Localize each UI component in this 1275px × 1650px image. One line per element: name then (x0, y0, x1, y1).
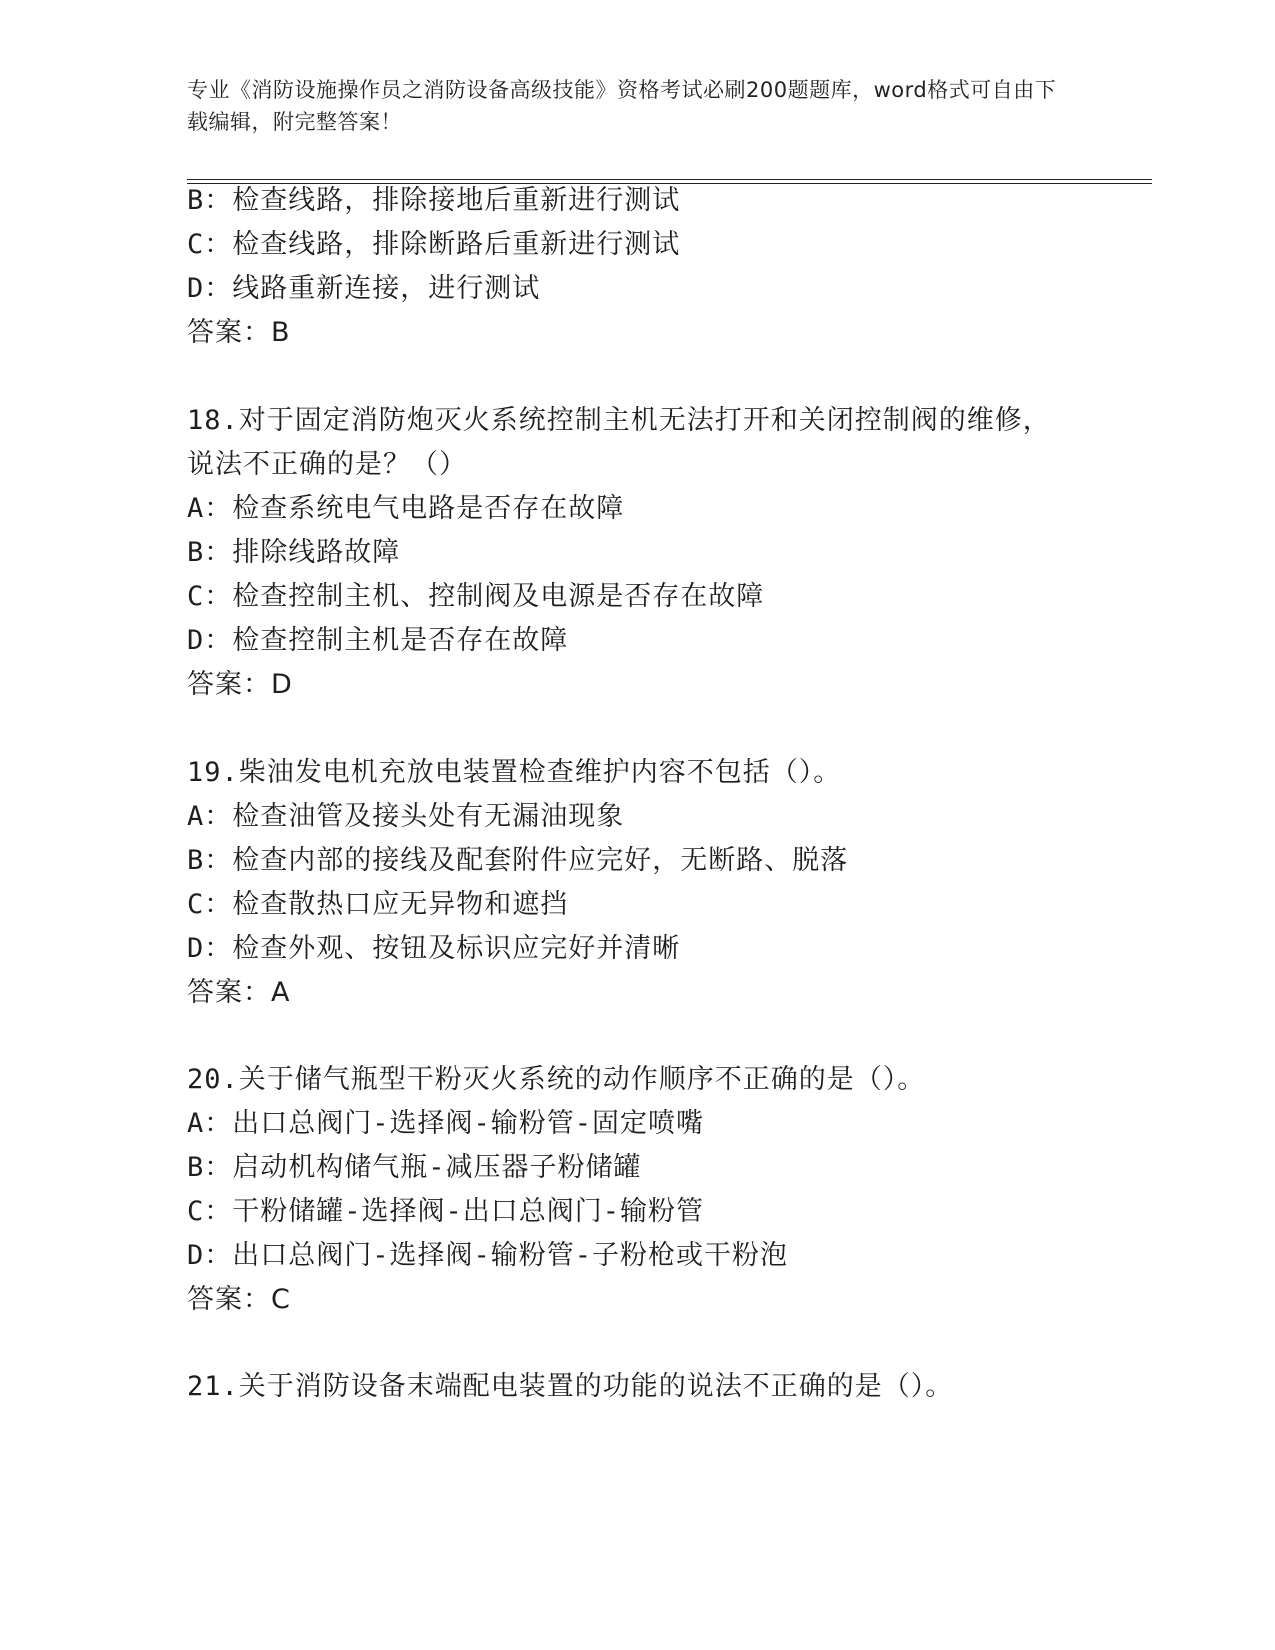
q17-answer: 答案：B (187, 317, 291, 348)
q19-option-b: B：检查内部的接线及配套附件应完好，无断路、脱落 (187, 845, 849, 876)
q17-option-b: B：检查线路，排除接地后重新进行测试 (187, 185, 681, 216)
q20-option-b: B：启动机构储气瓶-减压器子粉储罐 (187, 1152, 642, 1183)
q17-option-d: D：线路重新连接，进行测试 (187, 273, 541, 304)
q20-option-c: C：干粉储罐-选择阀-出口总阀门-输粉管 (187, 1196, 705, 1227)
q21-stem: 21.关于消防设备末端配电装置的功能的说法不正确的是（）。 (187, 1371, 954, 1402)
q19-option-c: C：检查散热口应无异物和遮挡 (187, 889, 569, 920)
q18-stem-line1: 18.对于固定消防炮灭火系统控制主机无法打开和关闭控制阀的维修， (187, 405, 1051, 436)
q19-option-a: A：检查油管及接头处有无漏油现象 (187, 801, 625, 832)
q19-option-d: D：检查外观、按钮及标识应完好并清晰 (187, 933, 681, 964)
document-header: 专业《消防设施操作员之消防设备高级技能》资格考试必刷200题题库，word格式可自由下载编辑，附完整答案！ (187, 78, 1057, 134)
header-divider-top (187, 179, 1152, 180)
q18-option-a: A：检查系统电气电路是否存在故障 (187, 493, 625, 524)
q20-option-d: D：出口总阀门-选择阀-输粉管-子粉枪或干粉泡 (187, 1240, 789, 1271)
q18-stem-line2: 说法不正确的是？（） (187, 449, 467, 480)
q19-answer: 答案：A (187, 977, 291, 1008)
q18-option-d: D：检查控制主机是否存在故障 (187, 625, 569, 656)
q19-stem: 19.柴油发电机充放电装置检查维护内容不包括（）。 (187, 757, 842, 788)
q18-option-c: C：检查控制主机、控制阀及电源是否存在故障 (187, 581, 765, 612)
q20-option-a: A：出口总阀门-选择阀-输粉管-固定喷嘴 (187, 1108, 705, 1139)
q18-option-b: B：排除线路故障 (187, 537, 401, 568)
q17-option-c: C：检查线路，排除断路后重新进行测试 (187, 229, 681, 260)
q20-stem: 20.关于储气瓶型干粉灭火系统的动作顺序不正确的是（）。 (187, 1064, 926, 1095)
q20-answer: 答案：C (187, 1284, 291, 1315)
q18-answer: 答案：D (187, 669, 293, 700)
header-divider-bottom (187, 183, 1152, 184)
